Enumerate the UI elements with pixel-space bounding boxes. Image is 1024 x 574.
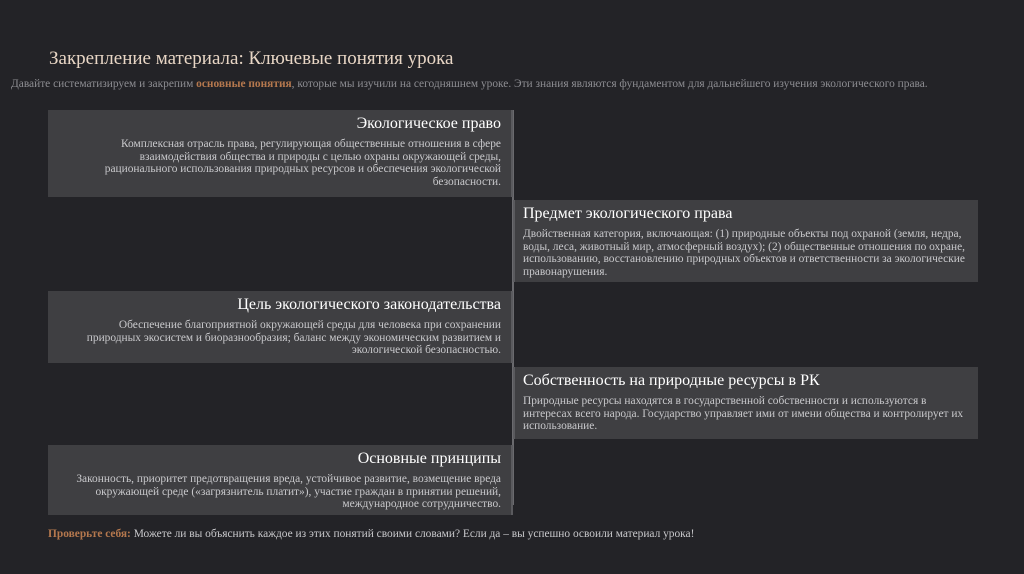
concept-card-text: Двойственная категория, включающая: (1) природные объекты под охраной (земля, недра, воды, леса, животный мир, атмосферный воздух); (2) общественные отношения по охране, использованию, восстановлению природных объектов и ответственности за экологические правонарушения. (523, 228, 965, 278)
concept-card-title: Предмет экологического права (523, 205, 733, 222)
concept-card-title: Собственность на природные ресурсы в РК (523, 372, 820, 389)
concept-card-subject (513, 200, 978, 282)
subtitle-highlight: основные понятия (196, 78, 292, 90)
concept-card-text: Обеспечение благоприятной окружающей среды для человека при сохранении природных экосистем и биоразнообразия; баланс между экономическим развитием и экологической безопасностью. (86, 319, 501, 357)
concept-card-principles (48, 445, 513, 515)
concept-card-title: Экологическое право (356, 115, 501, 132)
subtitle-text-before: Давайте систематизируем и закрепим (11, 78, 197, 90)
concept-card-ecological-law (48, 110, 513, 197)
page-subtitle (11, 78, 1016, 90)
self-check-note (48, 528, 694, 540)
self-check-label: Проверьте себя: (48, 528, 131, 540)
subtitle-text-after: , которые мы изучили на сегодняшнем уроке. Эти знания являются фундаментом для дальнейшего изучения экологического права. (291, 78, 928, 90)
self-check-text: Можете ли вы объяснить каждое из этих понятий своими словами? Если да – вы успешно освоили материал урока! (130, 528, 695, 540)
concept-card-text: Комплексная отрасль права, регулирующая общественные отношения в сфере взаимодействия общества и природы с целью охраны окружающей среды, рационального использования природных ресурсов и обеспечения экологической безопасности. (104, 138, 501, 188)
concept-card-text: Природные ресурсы находятся в государственной собственности и используются в интересах всего народа. Государство управляет ими от имени общества и контролирует их использование. (523, 395, 964, 433)
concept-card-ownership (513, 367, 978, 439)
concept-card-title: Цель экологического законодательства (237, 296, 501, 313)
concept-card-text: Законность, приоритет предотвращения вреда, устойчивое развитие, возмещение вреда окружающей среде («загрязнитель платит»), участие граждан в принятии решений, международное сотрудничество. (76, 473, 501, 511)
concept-card-title: Основные принципы (357, 450, 501, 467)
page-title: Закрепление материала: Ключевые понятия урока (49, 48, 454, 69)
concept-card-goal (48, 291, 513, 363)
